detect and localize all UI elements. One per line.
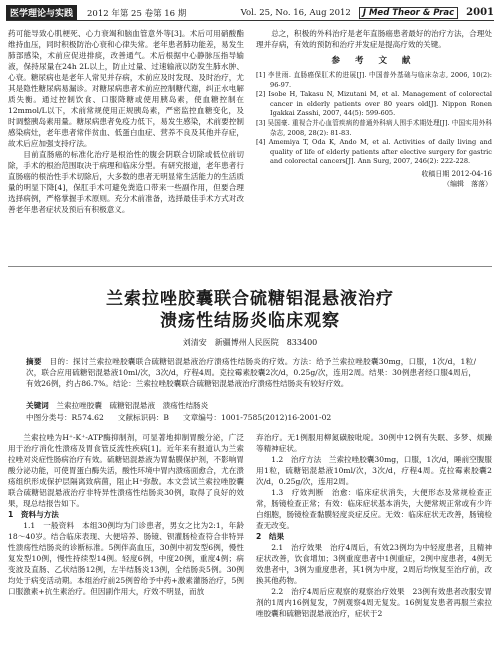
section-heading: 1 资料与方法	[8, 510, 59, 519]
paragraph: 1.1 一般资料 本组30例均为门诊患者，男女之比为2:1，年龄18～40岁。结合临床表现、大便培养、肠镜、钡灌肠检查符合非特异性溃疡性结肠炎的诊断标准。5例伴高血压，30例中初发型6例，慢性复发型10例，慢性持续型14例。轻度6例，中度20例，重度4例；病变波及直肠、乙状结肠12例，左半结肠炎13例，全结肠炎5例。30例均处于病变活动期。本组治疗前25例曾给予中药+激素灌肠治疗，5例口服激素+抗生素治疗。但因副作用大，疗效不明显，而放	[8, 521, 244, 596]
editor-note: （编辑 落落）	[443, 179, 492, 188]
title-line-1: 兰索拉唑胶囊联合硫糖铝混悬液治疗	[106, 289, 394, 309]
journal-name-cn: 医学理论与实践	[6, 5, 77, 20]
references-heading: 参 考 文 献	[331, 56, 417, 66]
keywords-label: 关键词	[26, 401, 49, 410]
received-date: 收稿日期 2012-04-16	[421, 169, 492, 178]
paragraph: 目前直肠癌的标准化治疗是根治性的腹会阴联合切除或低位前切除，手术的根治范围取决于病理和临床分型。有研究报道，老年患者行直肠癌的根治性手术切除后，大多数的患者无明显常生活能力的生活质量的明显下降[4]，保肛手术可避免粪造口带来一些副作用，但要合理选择病例，严格掌握手术原则。充分术前准备，选择最佳手术方式对改善老年患者症状及预后有积极意义。	[8, 150, 244, 214]
clc-number: 中图分类号：R574.62	[26, 413, 104, 422]
keywords-text: 兰索拉唑胶囊 硫糖铝混悬液 溃疡性结肠炎	[56, 401, 209, 410]
abstract-label: 摘要	[26, 357, 42, 366]
reference-item: [4] Amemiya T, Oda K, Ando M, et al. Activities of daily living and quality of life of elderly patients after elective surgery for gastric and colorectal cancers[J]. Ann Surg, 2007, 246(2): 222-228.	[256, 138, 492, 166]
document-code: 文献标识码：B	[117, 413, 170, 422]
classification-line	[26, 412, 476, 423]
right-column-top	[256, 28, 492, 189]
right-column-body	[256, 432, 492, 619]
paragraph: 弃治疗。无1例服用柳氮磺胺吡啶。30例中12例有失眠、多梦、烦躁等精神症状。	[256, 433, 492, 453]
author-affiliation: 刘清安 新疆博州人民医院 833400	[182, 338, 318, 347]
abstract	[26, 356, 476, 389]
paragraph: 1.2 治疗方法 兰索拉唑胶囊30mg，口服，1次/d，睡前空腹服用1粒，硫糖铝混悬液10ml/次，3次/d，疗程4周。克拉霉素胶囊2次/d，0.25g/次，连用2周。	[256, 455, 492, 486]
paragraph: 1.3 疗效判断 治愈：临床症状消失，大便形态及常规检查正常，肠镜检查正常；有效：临床症状基本消失，大便常规正常或有少许白细胞，肠镜检查黏膜轻度炎症反应。无效：临床症状无改善，肠镜检查无改变。	[256, 488, 492, 530]
paragraph: 2.2 治疗4周后应观察的观察治疗效果 23例有效患者改服安胃剂的1周内16例复发，7例观察4周无复发。16例复发患者再服兰索拉唑胶囊和硫糖铝混悬液治疗，症状于2	[256, 587, 492, 618]
page-header	[6, 5, 494, 21]
issue-info-cn: 2012 年第 25 卷第 16 期	[87, 8, 187, 19]
abstract-text: 目的：探讨兰索拉唑胶囊联合硫糖铝混悬液治疗溃疡性结肠炎的疗效。方法：给予兰索拉唑胶囊30mg，口服，1次/d，1粒/次，联合应用硫糖铝混悬液10ml/次，3次/d，疗程4周。克拉霉素胶囊2次/d，0.25g/次，连用2周。结果：30例患者经口服4周后，有效26例，约占86.7%。结论：兰索拉唑胶囊联合硫糖铝混悬液治疗溃疡性结肠炎有较好疗效。	[26, 357, 477, 388]
left-column-body	[8, 432, 244, 597]
paragraph: 2.1 治疗效果 治疗4周后，有效23例均为中轻度患者，且精神症状改善，饮食增加；3例重度患者中1例重症，2例中度患者，4例无效患者中，3例为重度患者，其1例为中度，2周后均恢复至治疗前，改换其他药物。	[256, 543, 492, 585]
paragraph: 药可能导致心肌梗死、心力衰竭和脑血管意外等[3]。术后可用硝酸酯维持血压，同时积极防治心衰和心律失常。老年患者肺功能差，易发生肺部感染，术前应促进排痰，改善通气。术后根据中心静脉压指导输液，保持尿量在24h 2L以上，防止过量、过速输液以防发生肺水肿、心衰。糖尿病也是老年人常见并存病，术前应及时发现、及时治疗，尤其是隐性糖尿病易漏诊。对糖尿病患者术前应控制糖代谢，纠正水电解质失衡。通过控制饮食、口服降糖或使用胰岛素，使血糖控制在12mmol/L以下，术前常规使用正规胰岛素，严密监控血糖变化，及时调整胰岛素用量。糖尿病患者免疫力低下，易发生感染，术前要控制感染病灶，老年患者常伴贫血、低蛋白血症、营养不良及其他并存症，故术后应加强支持疗法。	[8, 29, 244, 148]
title-line-2: 溃疡性结肠炎临床观察	[160, 311, 340, 331]
page-number: 2001	[466, 7, 494, 18]
paragraph: 总之，积极的外科治疗是老年直肠癌患者最好的治疗方法，合理处理并存病，有效的预防和治疗并发症是提高疗效的关键。	[256, 29, 492, 49]
paragraph: 兰索拉唑为H⁺-K⁺-ATP酶抑制剂，可显著地抑制胃酸分泌，广泛用于治疗消化性溃疡及胃食管反流性疾病[1]。近年来有报道认为兰索拉唑对炎症性肠病治疗有效。硫糖铝混悬液为胃黏膜保护剂，不影响胃酸分泌功能，可使胃蛋白酶失活，酸性环境中胃内溃疡面愈合，尤在溃疡组织形成保护层隔离致病菌，阻止H⁺弥散。本文尝试兰索拉唑胶囊联合硫糖铝混悬液治疗非特异性溃疡性结肠炎30例，取得了良好的效果，现总结报告如下。	[8, 433, 244, 508]
issue-info-en: Vol. 25, No. 16, Aug 2012	[240, 7, 351, 18]
reference-item: [3] 吴国豪. 重视合并心血管疾病的普通外科病人围手术期处理[J]. 中国实用外科杂志, 2008, 28(2): 81-83.	[256, 118, 492, 137]
journal-name-en: J Med Theor & Prac	[359, 7, 458, 19]
reference-item: [1] 李世雨. 直肠癌保肛术的进展[J]. 中国普外基础与临床杂志, 2006, 10(2): 96-97.	[256, 71, 492, 89]
article-number: 文章编号：1001-7585(2012)16-2001-02	[183, 413, 332, 422]
section-heading: 2 结果	[256, 532, 285, 541]
reference-item: [2] Isobe H, Takasu N, Mizutani M, et al. Management of colorectal cancer in elderly patients over 80 years old[J]. Nippon Ronen Igakkai Zasshi, 2007, 44(5): 599-605.	[256, 90, 492, 118]
article-title	[0, 288, 500, 332]
section-divider	[8, 266, 492, 267]
keywords	[26, 400, 476, 411]
left-column-top	[8, 28, 244, 215]
